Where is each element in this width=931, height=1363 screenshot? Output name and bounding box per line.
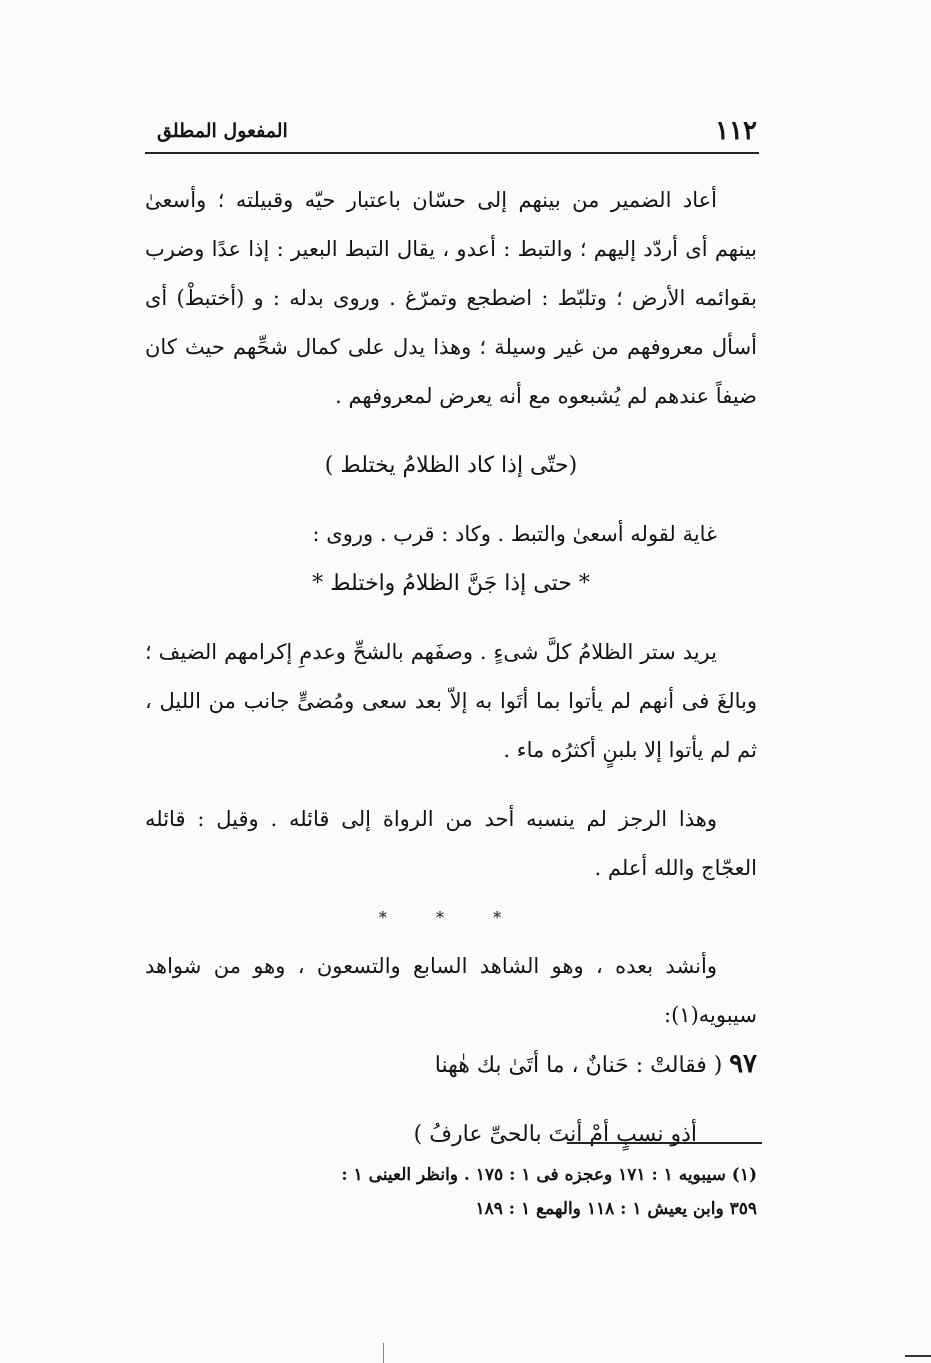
verse-line-2: * حتى إذا جَنَّ الظلامُ واختلط * — [312, 571, 590, 596]
footnotes — [145, 1158, 757, 1226]
running-title: المفعول المطلق — [157, 120, 288, 142]
verse-97-first-half — [145, 1040, 757, 1090]
verse-97-text-a: ( فقالتْ : حَنانٌ ، ما أتَىٰ بك هٰهنا — [434, 1053, 723, 1078]
verse-line-1: (حتّى إذا كاد الظلامُ يختلط ) — [324, 453, 578, 478]
scan-mark — [383, 1343, 384, 1363]
commentary-paragraph-4: وهذا الرجز لم ينسبه أحد من الرواة إلى قائله . وقيل : قائله العجّاج والله أعلم . — [145, 807, 757, 880]
section-divider: * * * — [378, 908, 524, 927]
scan-edge-mark — [905, 1355, 931, 1357]
header-rule — [145, 152, 759, 154]
commentary-paragraph-3: يريد ستر الظلامُ كلَّ شىءٍ . وصفَهم بالشحِّ وعدمِ إكرامهم الضيف ؛ وبالغَ فى أنهم لم يأتوا بما أتَوا به إلاّ بعد سعى ومُضىٍّ جانب من الليل ، ثم لم يأتوا إلا بلبنٍ أكثرُه ماء . — [145, 640, 757, 762]
main-text — [145, 176, 757, 1159]
page-number: ١١٢ — [715, 116, 757, 146]
commentary-paragraph-2: غاية لقوله أسعىٰ والتبط . وكاد : قرب . وروى : — [312, 522, 717, 546]
footnote-line-1: (١) سيبويه ١ : ١٧١ وعجزه فى ١ : ١٧٥ . وانظر العينى ١ : — [341, 1165, 757, 1185]
footnote-line-2: ٣٥٩ وابن يعيش ١ : ١١٨ والهمع ١ : ١٨٩ — [475, 1199, 757, 1219]
commentary-paragraph-5: وأنشد بعده ، وهو الشاهد السابع والتسعون ، وهو من شواهد سيبويه(١): — [145, 954, 757, 1027]
footnote-rule — [567, 1142, 762, 1144]
verse-97-second-half: أذو نسبٍ أمْ أنتَ بالحىِّ عارفُ ) — [413, 1122, 697, 1147]
verse-number: ٩٧ — [729, 1049, 757, 1079]
commentary-paragraph-1: أعاد الضمير من بينهم إلى حسّان باعتبار حيّه وقبيلته ؛ وأسعىٰ بينهم أى أردّد إليهم ؛ والتبط : أعدو ، يقال التبط البعير : إذا عدًا وضرب بقوائمه الأرض ؛ وتلبّط : اضطجع وتمرّغ . وروى بدله : و (أختبطْ) أى أسأل معروفهم من غير وسيلة ؛ وهذا يدل على كمال شحِّهم حيث كان ضيفاً عندهم لم يُشبعوه مع أنه يعرض لمعروفهم . — [145, 188, 757, 408]
page-header — [145, 112, 757, 152]
